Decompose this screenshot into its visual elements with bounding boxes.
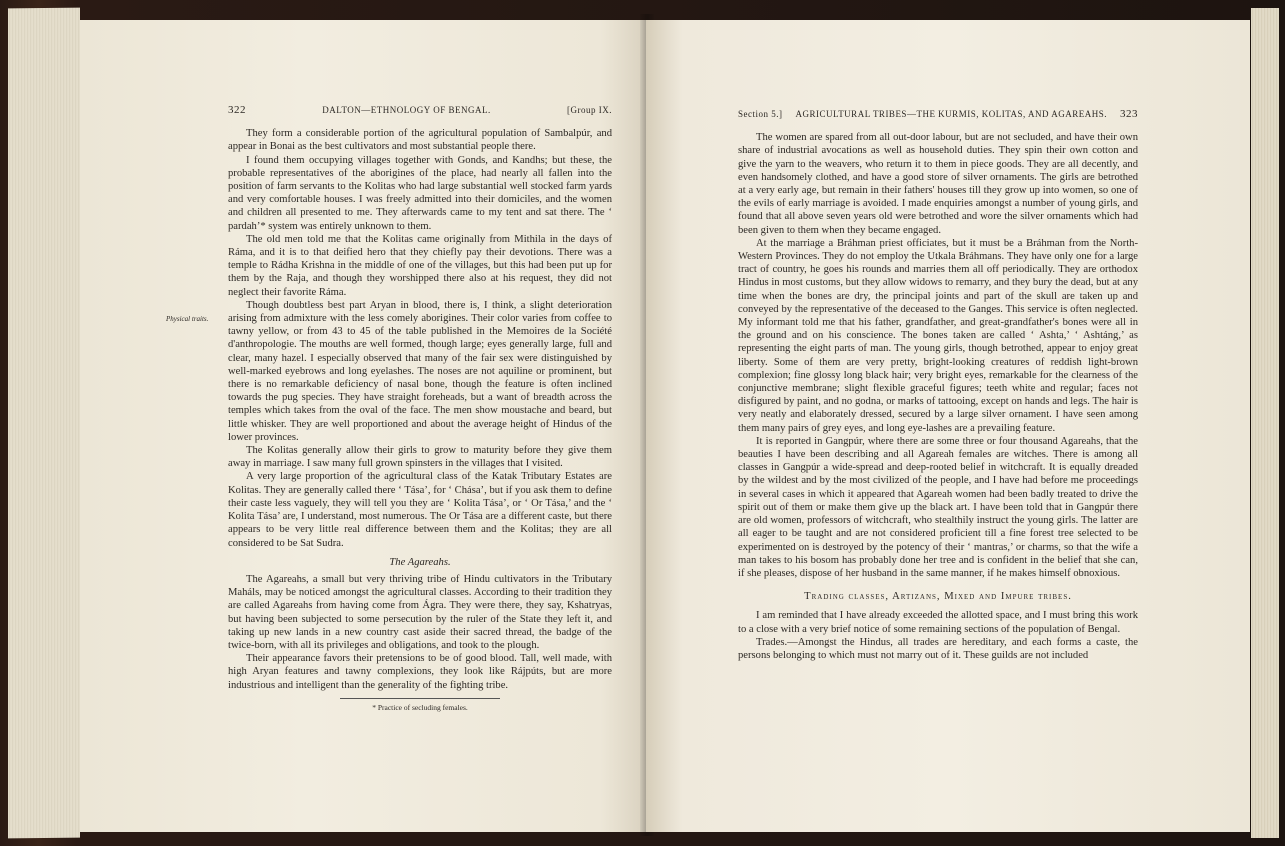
trading-classes-heading: Trading classes, Artizans, Mixed and Impure tribes.	[804, 591, 1072, 603]
left-paragraph: A very large proportion of the agricultural class of the Katak Tributary Estates are Kolitas. They are generally called there ‘ Tása’, for ‘ Chása’, but if you ask them to define their caste less vaguely, they will tell you they are ‘ Kolita Tása’, or ‘ Or Tása,’ and the ‘ Kolita Tása’ are, I understand, most numerous. The Or Tása are a different caste, but there appears to be very little real difference between them and the Kolitas; they are all considered to be Sat Sudra.	[228, 471, 612, 549]
right-running-title: AGRICULTURAL TRIBES—THE KURMIS, KOLITAS, AND AGAREAHS.	[795, 109, 1107, 119]
sidenote: Physical traits.	[166, 314, 209, 323]
right-page-number: 323	[1120, 108, 1138, 120]
left-paragraph: The old men told me that the Kolitas came originally from Mithila in the days of Ráma, and it is to that deified hero that they chiefly pay their devotions. There was a temple to Rádha Krishna in the middle of one of the villages, but this had been put up for them by the Raja, and though they worshipped there also at his request, they did not neglect their favorite Ráma.	[228, 233, 612, 298]
right-paragraph: Trades.—Amongst the Hindus, all trades are hereditary, and each forms a caste, the persons belonging to which must not marry out of it. These guilds are not included	[738, 636, 1138, 661]
left-running-title: DALTON—ETHNOLOGY OF BENGAL.	[322, 105, 491, 115]
left-page	[80, 20, 646, 832]
right-paragraph: At the marriage a Bráhman priest officiates, but it must be a Bráhman from the North-Western Provinces. They do not employ the Utkala Bráhmans. They have only one for a large tract of country, he goes his rounds and marries them all off periodically. They are orthodox Hindus in most customs, but they allow widows to remarry, and they bury the dead, but at any time when the bones are dry, the principal joints and part of the skull are taken up and conveyed by the representative of the deceased to the Ganges. This service is often neglected. My informant told me that his father, grandfather, and great-grandfather's bones were all in the ground and on his conscience. The bones taken are called ‘ Ashta,’ ‘ Ashtáng,’ as representing the eight parts of man. The young girls, though betrothed, appear to enjoy great liberty. Some of them are very pretty, bright-looking creatures of reddish light-brown complexion; fine glossy long black hair; very bright eyes, remarkable for the clearness of the conjunctive membrane; slight flexible graceful figures; teeth white and regular; faces not disfigured by paint, and no godna, or marks of tattooing, except on hands and legs. The hair is very neatly and elaborately dressed, secured by a large silver ornament. I have seen among them many pairs of grey eyes, and long eye-lashes are a prevailing feature.	[738, 237, 1138, 434]
page-edges-left	[8, 8, 80, 839]
left-paragraph: Though doubtless best part Aryan in blood, there is, I think, a slight deterioration arising from admixture with the less comely aborigines. Their color varies from coffee to tawny yellow, or from 43 to 45 of the table published in the Memoires de la Société d'anthropologie. The mouths are well formed, though large; eyes generally large, full and clear, many hazel. I especially observed that many of the fair sex were distinguished by well-marked eyebrows and long eyelashes. The noses are not aquiline or prominent, but there is no remarkable deficiency of nasal bone, though the feature is often inclined towards the pug species. They have straight foreheads, but a want of breadth across the temples which takes from the oval of the face. The men show moustache and beard, but little whisker. They are well proportioned and about the average height of Hindus of the lower provinces.	[228, 299, 612, 443]
right-paragraph: I am reminded that I have already exceeded the allotted space, and I must bring this work to a close with a very brief notice of some remaining sections of the population of Bengal.	[738, 610, 1138, 635]
left-running-head	[228, 104, 612, 117]
left-text-column	[166, 104, 612, 714]
left-paragraph: Their appearance favors their pretensions to be of good blood. Tall, well made, with high Aryan features and tawny complexions, they look like Rájpúts, but are more industrious and intelligent than the generality of the fighting tribe.	[228, 653, 612, 691]
left-paragraph: The Agareahs, a small but very thriving tribe of Hindu cultivators in the Tributary Maháls, may be noticed amongst the agricultural classes. According to their tradition they are called Agareahs from having come from Ágra. They were there, they say, Kshatryas, but having been subjected to some persecution by the ruler of the State they left it, and taking up new lands in a new country cast aside their sacred thread, the badge of the twice-born, with all its privileges and obligations, and took to the plough.	[228, 573, 612, 651]
physical-traits-block	[166, 299, 612, 444]
right-text-column	[738, 108, 1138, 662]
footnote: * Practice of secluding females.	[372, 702, 468, 712]
right-paragraph: The women are spared from all out-door labour, but are not secluded, and have their own share of industrial avocations as well as household duties. They spin their own cotton and give the yarn to the weavers, who return it to them in piece goods. They are all decently, and even handsomely clothed, and have a good store of silver ornaments. The girls are betrothed at a very early age, but remain in their fathers' houses till they grow up into women, so one of the evils of early marriage is avoided. I made enquiries amongst a number of young girls, and found that all above seven years old were betrothed and wore the silver ornaments which had been given to them when they became engaged.	[738, 132, 1138, 236]
right-page	[646, 20, 1250, 832]
right-paragraph: It is reported in Gangpúr, where there are some three or four thousand Agareahs, that the beauties I have been describing and all Agareah females are witches. There is among all classes in Gangpúr a wide-spread and deep-rooted belief in witchcraft. It is equally dreaded by the wildest and by the most civilized of the people, and I have had before me proceedings in several cases in which it appeared that Agareah women had been badly treated to drive the spirit out of them or make them give up the black art. I have been told that in Gangpúr there are old women, professors of witchcraft, who stealthily instruct the young girls. The latter are all eager to be taught and are not considered proficient till a fine forest tree selected to be experimented on is destroyed by the potency of their ‘ mantras,’ or charms, so that the wife a man takes to his bosom has probably done her tree and is confident in the belief that she can, if she pleases, dispose of her husband in the same manner, if he makes himself obnoxious.	[738, 435, 1138, 579]
agareahs-subheading: The Agareahs.	[389, 556, 451, 568]
left-group-label: [Group IX.	[566, 105, 612, 115]
right-running-head	[738, 108, 1138, 121]
right-section-label: Section 5.]	[738, 109, 783, 119]
left-page-number: 322	[228, 104, 246, 116]
left-paragraph: The Kolitas generally allow their girls to grow to maturity before they give them away in marriage. I saw many full grown spinsters in the villages that I visited.	[228, 445, 612, 470]
footnote-rule	[340, 698, 500, 699]
left-paragraph: They form a considerable portion of the agricultural population of Sambalpúr, and appear in Bonai as the best cultivators and most substantial people there.	[228, 128, 612, 153]
page-edges-right	[1251, 8, 1279, 838]
left-paragraph: I found them occupying villages together with Gonds, and Kandhs; but these, the probable representatives of the aborigines of the place, had nearly all fallen into the position of farm servants to the Kolitas who had large substantial well stocked farm yards and very comfortable houses. I was freely admitted into their domiciles, and the women and children all presented to me. They afterwards came to my tent and sat there. The ‘ pardah’* system was entirely unknown to them.	[228, 154, 612, 232]
